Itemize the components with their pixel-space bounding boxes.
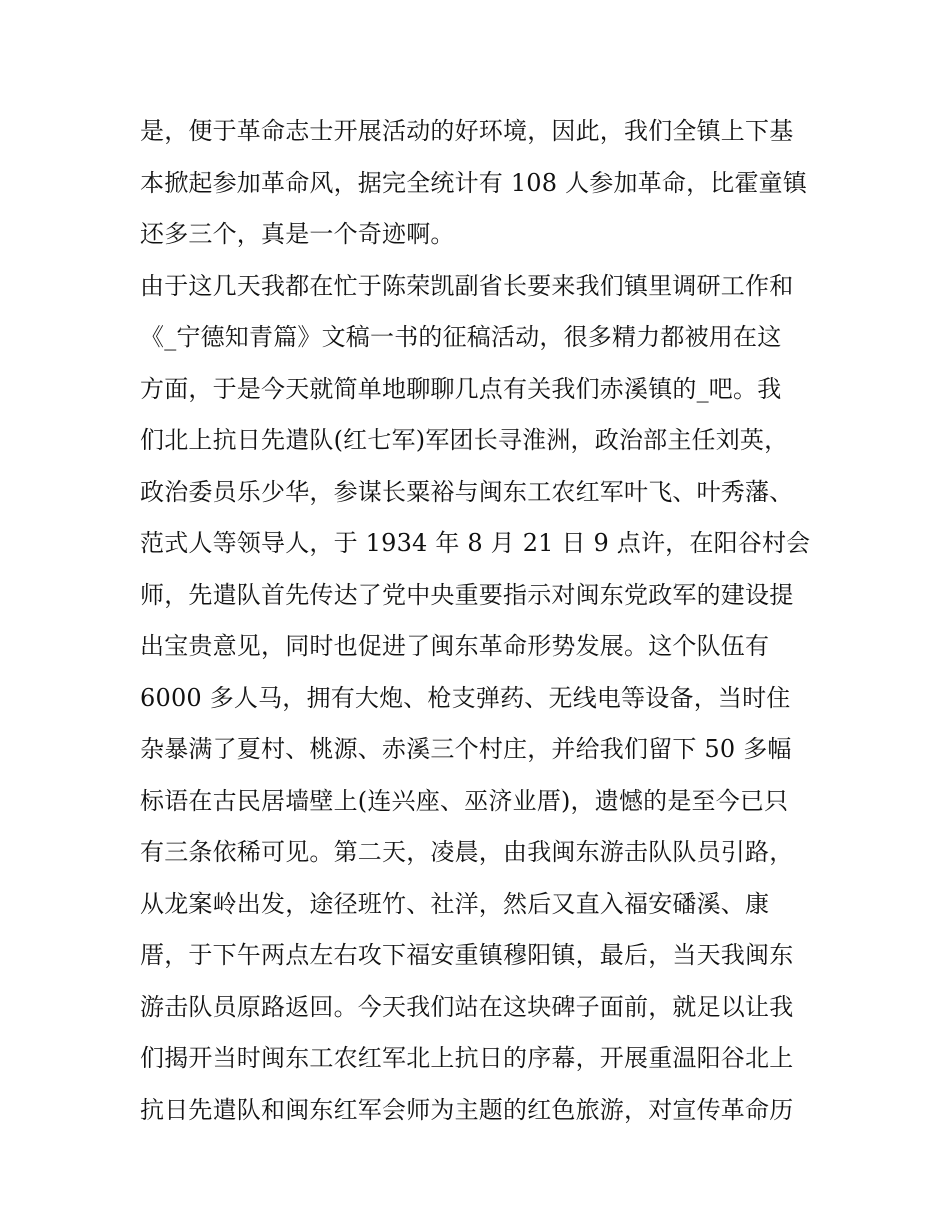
text-line: 从龙案岭出发，途径班竹、社洋，然后又直入福安磻溪、康 — [140, 889, 770, 918]
text-line: 师，先遣队首先传达了党中央重要指示对闽东党政军的建设提 — [140, 580, 794, 609]
text-line: 本掀起参加革命风，据完全统计有 108 人参加革命，比霍童镇 — [140, 168, 808, 197]
text-line: 杂暴满了夏村、桃源、赤溪三个村庄，并给我们留下 50 多幅 — [140, 735, 792, 763]
text-line: 们北上抗日先遣队(红七军)军团长寻淮洲，政治部主任刘英， — [140, 426, 789, 454]
text-line: 范式人等领导人，于 1934 年 8 月 21 日 9 点许，在阳谷村会 — [140, 529, 811, 557]
text-line: 抗日先遣队和闽东红军会师为主题的红色旅游，对宣传革命历 — [140, 1095, 794, 1124]
text-line: 有三条依稀可见。第二天，凌晨，由我闽东游击队队员引路， — [140, 838, 794, 866]
body-text — [140, 106, 830, 1136]
text-line: 游击队员原路返回。今天我们站在这块碑子面前，就足以让我 — [140, 992, 794, 1021]
text-line: 是，便于革命志士开展活动的好环境，因此，我们全镇上下基 — [140, 117, 794, 145]
text-line: 标语在古民居墙壁上(连兴座、巫济业厝)，遗憾的是至今已只 — [140, 786, 789, 815]
text-line: 政治委员乐少华，参谋长粟裕与闽东工农红军叶飞、叶秀藩、 — [140, 477, 794, 506]
text-line: 6000 多人马，拥有大炮、枪支弹药、无线电等设备，当时住 — [140, 683, 791, 712]
text-line: 由于这几天我都在忙于陈荣凯副省长要来我们镇里调研工作和 — [140, 271, 794, 300]
text-line: 厝，于下午两点左右攻下福安重镇穆阳镇，最后，当天我闽东 — [140, 941, 794, 969]
text-line: 还多三个，真是一个奇迹啊。 — [140, 220, 455, 248]
text-line: 出宝贵意见，同时也促进了闽东革命形势发展。这个队伍有 — [140, 632, 770, 660]
text-line: 方面，于是今天就简单地聊聊几点有关我们赤溪镇的_吧。我 — [140, 374, 782, 403]
text-line: 们揭开当时闽东工农红军北上抗日的序幕，开展重温阳谷北上 — [140, 1044, 794, 1072]
text-line: 《_宁德知青篇》文稿一书的征稿活动，很多精力都被用在这 — [140, 323, 782, 351]
